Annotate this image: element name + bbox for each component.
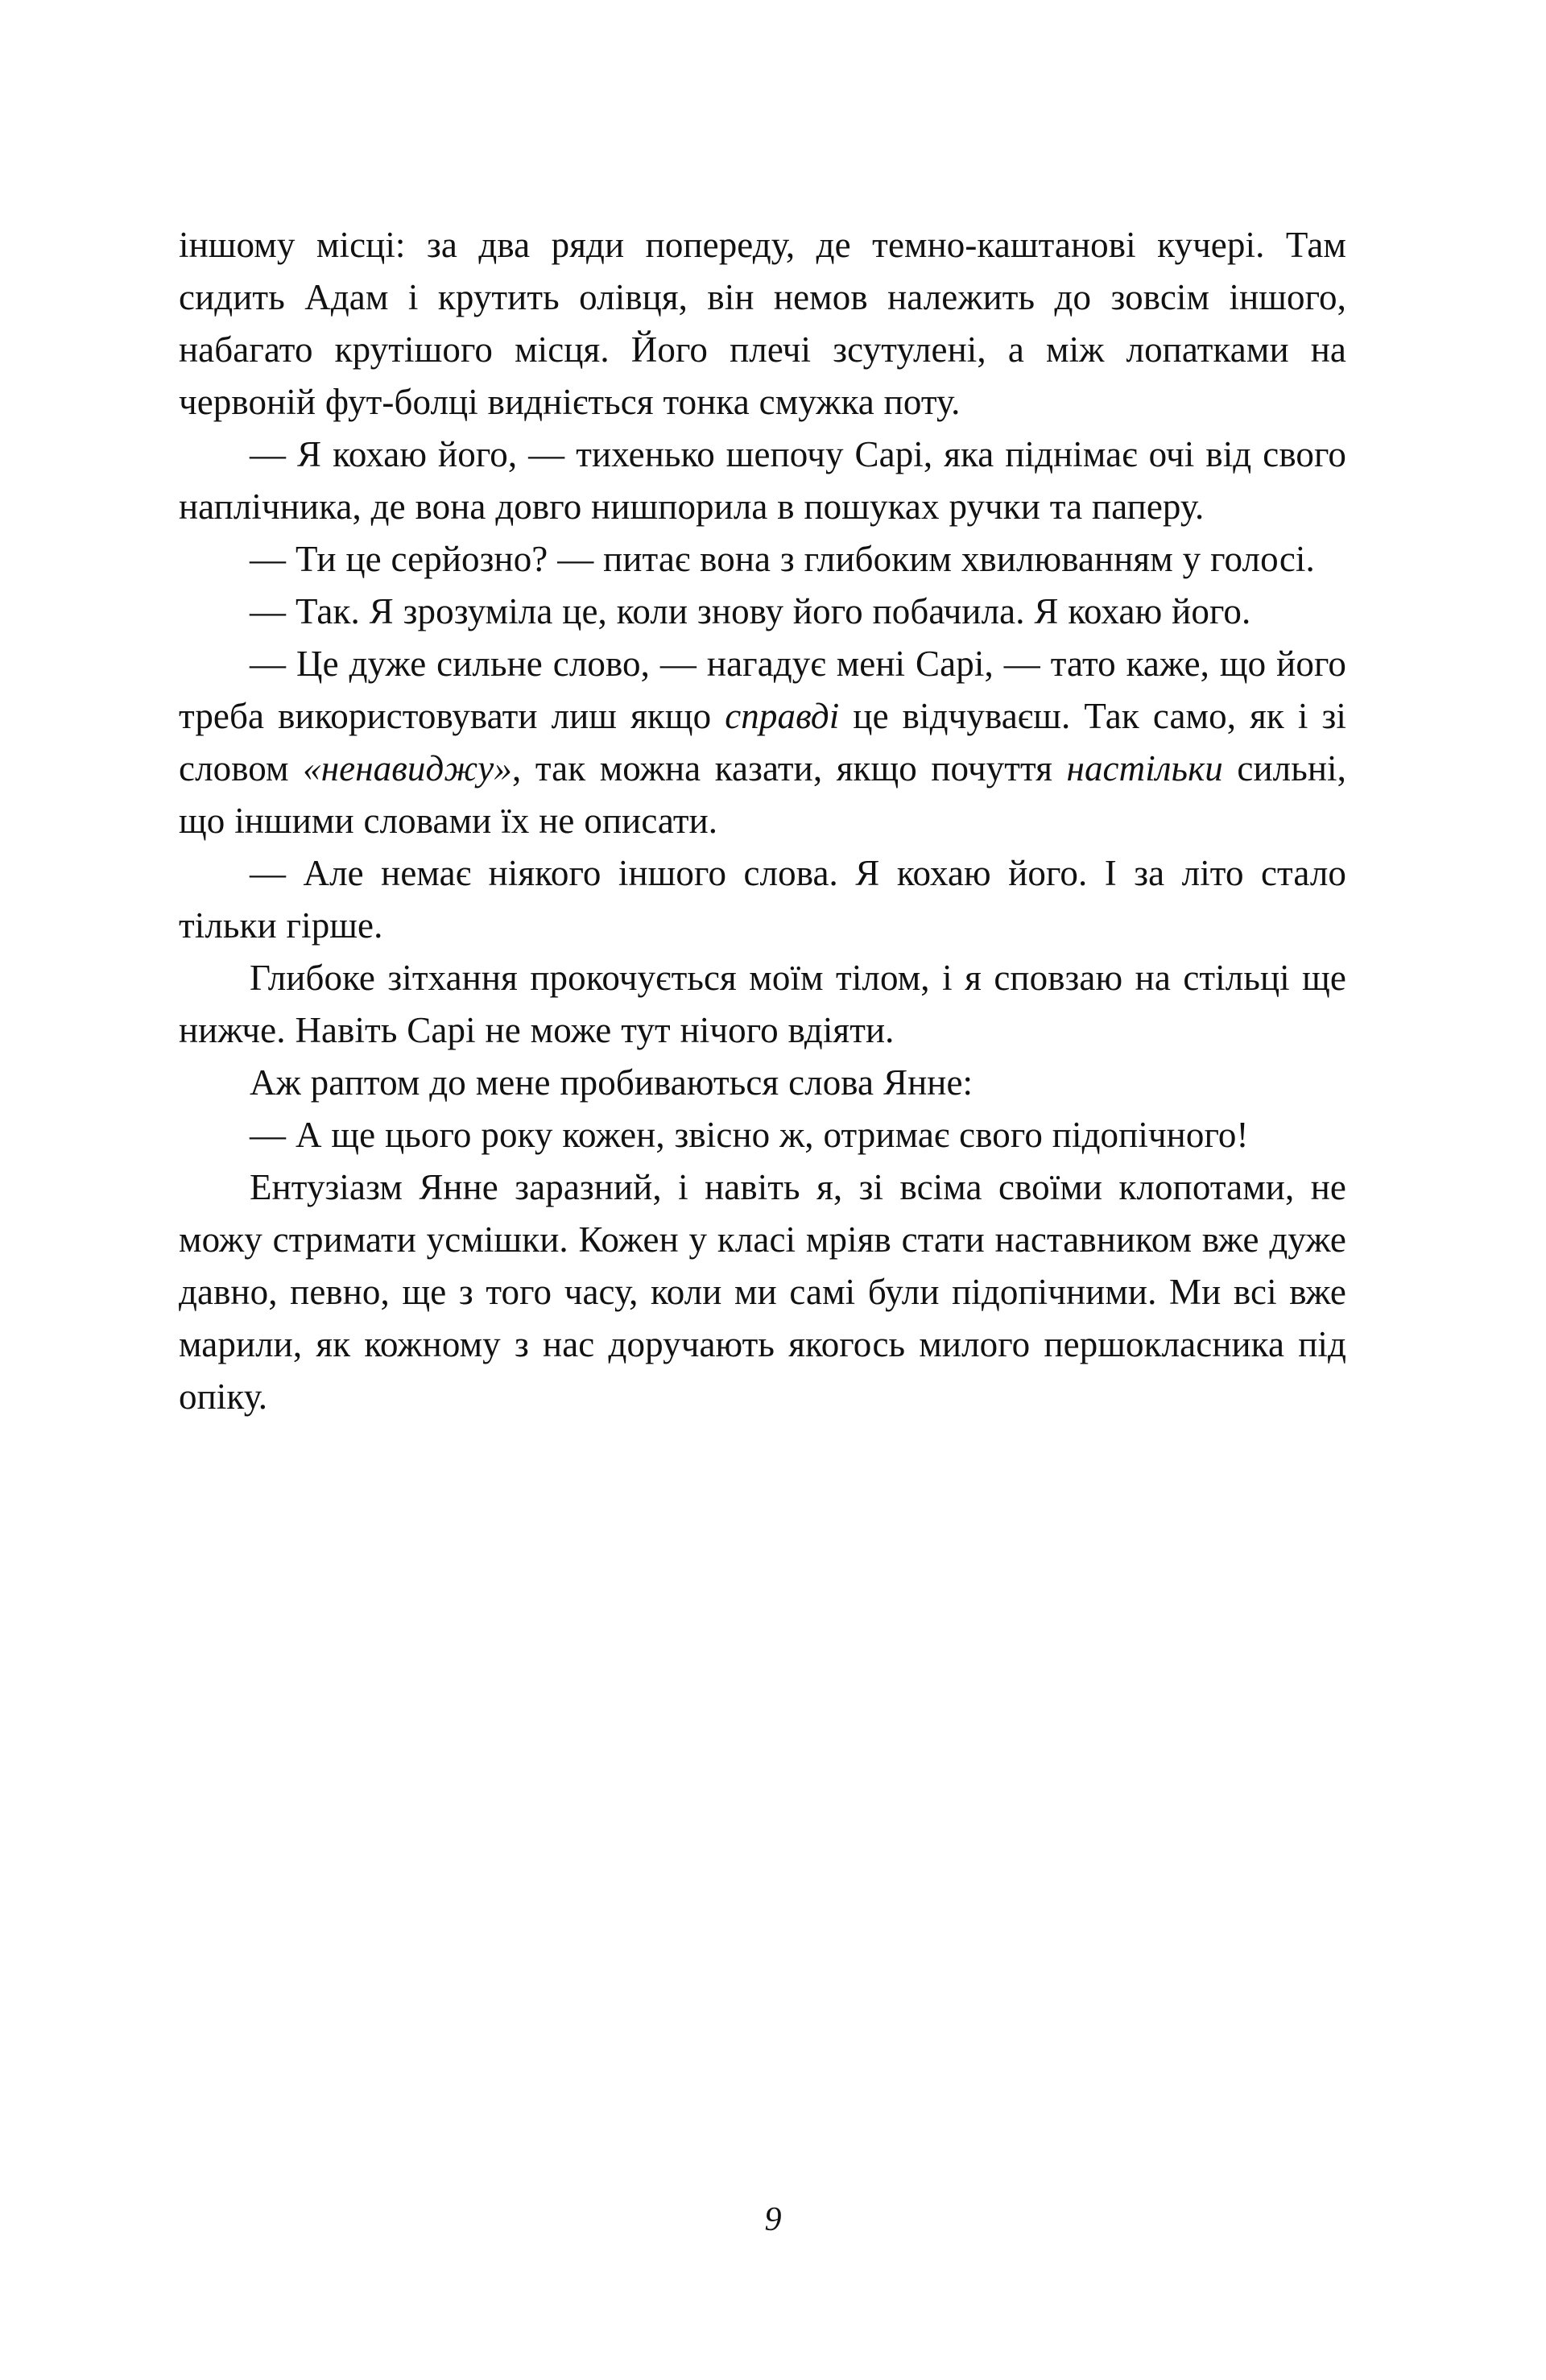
paragraph: [179, 952, 1346, 1057]
body-text: — Але немає ніякого іншого слова. Я кохаю його. І за літо стало тільки гірше.: [179, 853, 1346, 946]
body-text: іншому місці: за два ряди попереду, де темно-каштанові кучері. Там сидить Адам і крутить олівця, він немов належить до зовсім іншого, набагато крутішого місця. Його плечі зсутулені, а між лопатками на червоній фут-болці видніється тонка смужка поту.: [179, 225, 1346, 422]
paragraph: [179, 1109, 1346, 1161]
paragraph: [179, 533, 1346, 586]
paragraph: [179, 586, 1346, 638]
body-text: Аж раптом до мене пробиваються слова Янне:: [250, 1062, 973, 1103]
body-text: це відчуваєш. Так само, як і зі словом: [179, 696, 1346, 789]
body-text: — Я кохаю його, — тихенько шепочу Сарі, яка піднімає очі від свого наплічника, де вона довго нишпорила в пошуках ручки та паперу.: [179, 434, 1346, 527]
paragraph: [179, 1161, 1346, 1423]
body-text: сильні, що іншими словами їх не описати.: [179, 748, 1346, 841]
body-text: Глибоке зітхання прокочується моїм тілом, і я сповзаю на стільці ще нижче. Навіть Сарі не може тут нічого вдіяти.: [179, 958, 1346, 1050]
page-text-block: [179, 219, 1346, 1423]
body-text: — А ще цього року кожен, звісно ж, отримає свого підопічного!: [250, 1115, 1249, 1155]
body-text: — Ти це серйозно? — питає вона з глибоким хвилюванням у голосі.: [250, 539, 1315, 579]
paragraph: [179, 638, 1346, 847]
emphasis-text: «ненавиджу»: [303, 748, 512, 789]
body-text: — Так. Я зрозуміла це, коли знову його побачила. Я кохаю його.: [250, 591, 1251, 631]
paragraph: [179, 219, 1346, 428]
page-number: 9: [764, 2201, 782, 2238]
paragraph: [179, 847, 1346, 952]
paragraph: [179, 1057, 1346, 1109]
body-text: , так можна казати, якщо почуття: [511, 748, 1067, 789]
emphasis-text: справді: [725, 696, 840, 736]
emphasis-text: настільки: [1066, 748, 1223, 789]
paragraph: [179, 428, 1346, 533]
body-text: Ентузіазм Янне заразний, і навіть я, зі всіма своїми клопотами, не можу стримати усмішки. Кожен у класі мріяв стати наставником вже дуже давно, певно, ще з того часу, коли ми самі були підопічними. Ми всі вже марили, як кожному з нас доручають якогось милого першокласника під опіку.: [179, 1167, 1346, 1417]
body-text: — Це дуже сильне слово, — нагадує мені Сарі, — тато каже, що його треба використовувати лиш якщо: [179, 644, 1346, 736]
